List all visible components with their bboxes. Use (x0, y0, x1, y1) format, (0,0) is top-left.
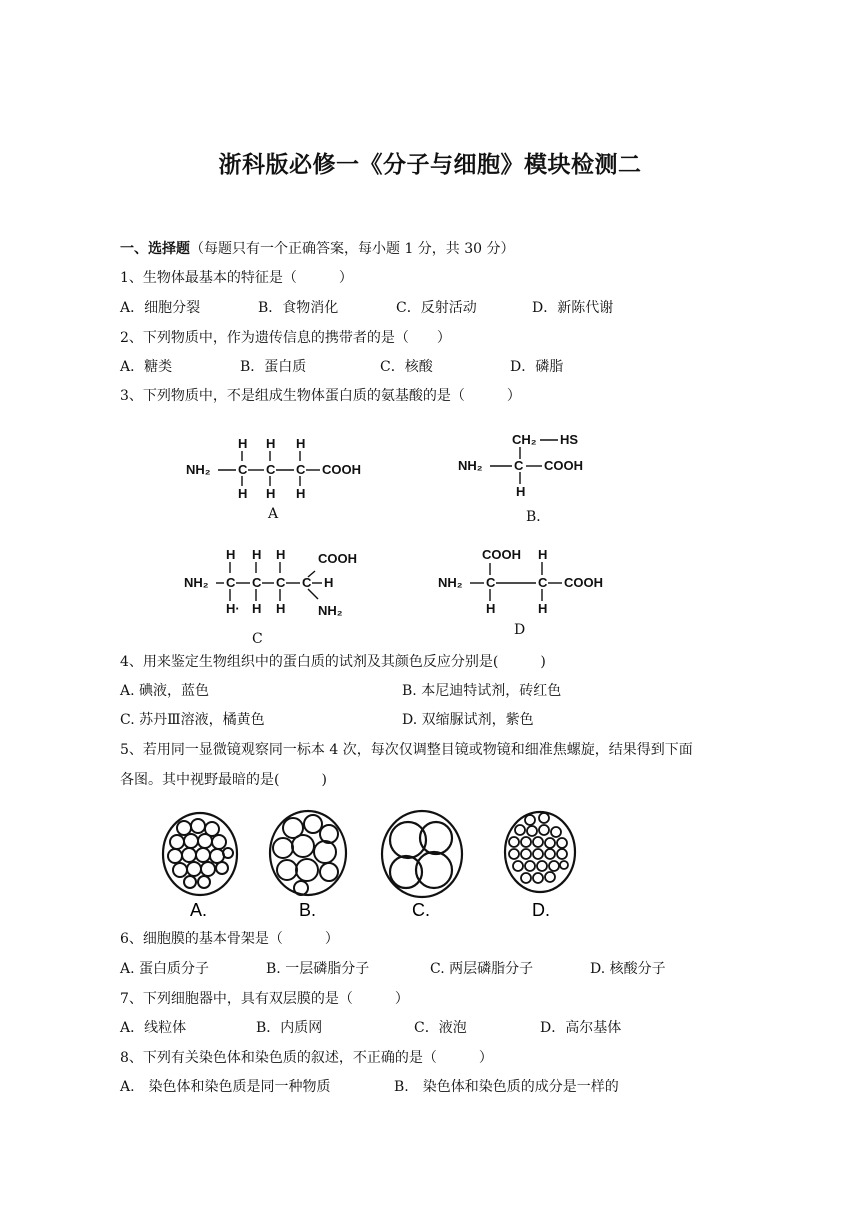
question-4-option-d: D. 双缩脲试剂，紫色 (402, 712, 534, 728)
question-7-option-b: B．内质网 (256, 1020, 323, 1036)
structure-c-formula (180, 545, 380, 630)
svg-text:H: H (538, 547, 548, 562)
microscope-field-a-label: A. (190, 900, 208, 920)
question-7-stem: 7、下列细胞器中，具有双层膜的是（ ） (120, 991, 409, 1007)
svg-text:H: H (324, 575, 334, 590)
svg-text:HS: HS (560, 432, 579, 447)
question-1-option-c: C．反射活动 (396, 300, 477, 316)
question-6-option-b: B. 一层磷脂分子 (266, 961, 370, 977)
question-2-option-a: A．糖类 (120, 359, 173, 375)
svg-text:C: C (538, 575, 548, 590)
microscope-field-c-label: C. (412, 900, 430, 920)
svg-text:H: H (516, 484, 526, 499)
svg-text:H: H (266, 436, 276, 451)
question-5-stem-line-2: 各图。其中视野最暗的是( ) (120, 772, 327, 788)
microscope-field-d-label: D. (532, 900, 550, 920)
question-7-option-c: C．液泡 (414, 1020, 467, 1036)
svg-text:C: C (296, 462, 306, 477)
question-6-option-c: C. 两层磷脂分子 (430, 961, 534, 977)
question-2-option-c: C．核酸 (380, 359, 433, 375)
svg-text:CH₂: CH₂ (512, 432, 537, 447)
question-7-option-a: A．线粒体 (120, 1020, 187, 1036)
question-6-option-a: A. 蛋白质分子 (120, 961, 210, 977)
svg-text:COOH: COOH (544, 458, 583, 473)
svg-text:C: C (266, 462, 276, 477)
svg-text:C: C (486, 575, 496, 590)
question-7-option-d: D．高尔基体 (540, 1020, 622, 1036)
svg-text:C: C (238, 462, 248, 477)
svg-text:COOH: COOH (318, 551, 357, 566)
microscope-field-b-label: B. (299, 900, 317, 920)
question-6-stem: 6、细胞膜的基本骨架是（ ） (120, 931, 339, 947)
structure-d-label: D (514, 622, 526, 638)
svg-text:NH₂: NH₂ (438, 575, 463, 590)
svg-text:C: C (276, 575, 286, 590)
structure-c-label: C (252, 631, 263, 647)
question-4-option-b: B. 本尼迪特试剂，砖红色 (402, 683, 562, 699)
svg-text:NH₂: NH₂ (318, 603, 343, 618)
question-4-stem: 4、用来鉴定生物组织中的蛋白质的试剂及其颜色反应分别是( ) (120, 654, 546, 670)
question-1-option-d: D．新陈代谢 (532, 300, 614, 316)
svg-text:H: H (276, 601, 286, 616)
svg-text:H: H (276, 547, 286, 562)
question-2-stem: 2、下列物质中，作为遗传信息的携带者的是（ ） (120, 330, 451, 346)
question-8-option-b: B. 染色体和染色质的成分是一样的 (394, 1079, 619, 1095)
question-1-option-b: B．食物消化 (258, 300, 339, 316)
svg-text:H: H (252, 547, 262, 562)
svg-text:COOH: COOH (482, 547, 521, 562)
question-6-option-d: D. 核酸分子 (590, 961, 666, 977)
structure-d-formula (434, 545, 634, 630)
svg-text:H: H (296, 436, 306, 451)
question-1-option-a: A．细胞分裂 (120, 300, 201, 316)
svg-text:NH₂: NH₂ (458, 458, 483, 473)
svg-text:H: H (226, 547, 236, 562)
page-title: 浙科版必修一《分子与细胞》模块检测二 (218, 152, 642, 178)
svg-text:H: H (486, 601, 496, 616)
section-note: （每题只有一个正确答案，每小题 1 分，共 30 分） (190, 241, 515, 257)
svg-text:H: H (252, 601, 262, 616)
svg-text:H: H (238, 436, 248, 451)
microscope-field-a-image (160, 808, 240, 920)
microscope-field-b-image (265, 806, 351, 920)
svg-text:H: H (538, 601, 548, 616)
question-8-stem: 8、下列有关染色体和染色质的叙述，不正确的是（ ） (120, 1050, 493, 1066)
structure-b-label: B． (526, 509, 551, 525)
svg-text:H: H (238, 486, 248, 501)
question-8-option-a: A. 染色体和染色质是同一种物质 (120, 1079, 331, 1095)
question-2-option-d: D．磷脂 (510, 359, 564, 375)
structure-a-formula (180, 432, 390, 502)
svg-text:H: H (266, 486, 276, 501)
structure-b-formula (452, 428, 622, 508)
microscope-field-d-image (500, 806, 582, 920)
svg-text:COOH: COOH (564, 575, 603, 590)
question-2-option-b: B．蛋白质 (240, 359, 307, 375)
svg-text:C: C (514, 458, 524, 473)
svg-text:C: C (226, 575, 236, 590)
svg-text:H·: H· (226, 601, 240, 616)
svg-text:C: C (252, 575, 262, 590)
svg-text:NH₂: NH₂ (184, 575, 209, 590)
question-4-option-a: A. 碘液，蓝色 (120, 683, 210, 699)
question-4-option-c: C. 苏丹Ⅲ溶液，橘黄色 (120, 712, 265, 728)
question-3-stem: 3、下列物质中，不是组成生物体蛋白质的氨基酸的是（ ） (120, 388, 521, 404)
svg-text:COOH: COOH (322, 462, 361, 477)
question-1-stem: 1、生物体最基本的特征是（ ） (120, 270, 353, 286)
question-5-stem-line-1: 5、若用同一显微镜观察同一标本 4 次，每次仅调整目镜或物镜和细准焦螺旋，结果得到下面 (120, 742, 693, 758)
svg-text:H: H (296, 486, 306, 501)
section-heading-line (120, 239, 515, 259)
svg-text:C: C (302, 575, 312, 590)
structure-a-label: A (268, 506, 279, 522)
svg-text:NH₂: NH₂ (186, 462, 211, 477)
microscope-field-c-image (378, 806, 466, 920)
section-heading: 一、选择题 (120, 241, 190, 257)
